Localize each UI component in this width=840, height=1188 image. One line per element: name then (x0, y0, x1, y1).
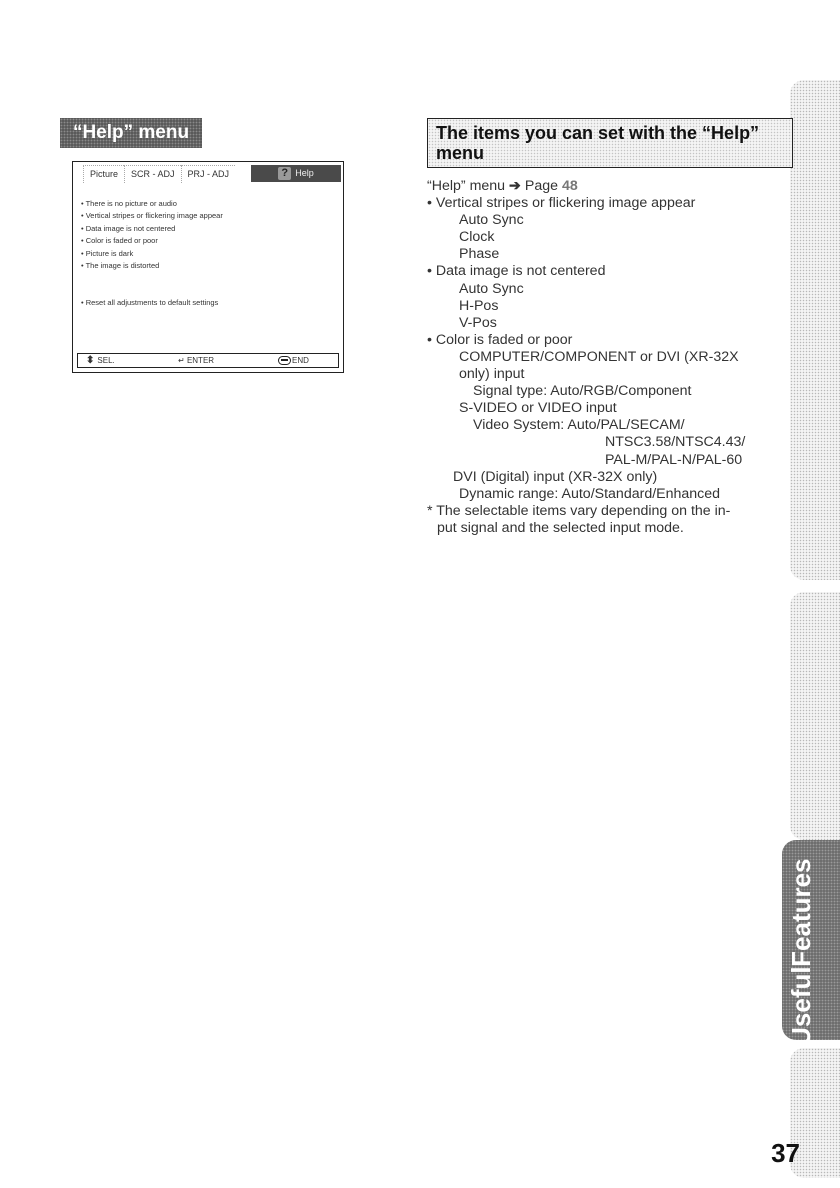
list-item: only) input (459, 366, 525, 383)
enter-guide (178, 354, 214, 367)
right-arrow-icon: ➔ (509, 178, 521, 194)
list-item: PAL-M/PAL-N/PAL-60 (605, 451, 743, 468)
settable-items-heading-line-2: menu (436, 143, 485, 163)
osd-tab-help-label: Help (295, 168, 314, 178)
help-menu-screen (72, 161, 344, 373)
list-item: Dynamic range: Auto/Standard/Enhanced (459, 485, 721, 502)
osd-tab-bar (73, 162, 343, 183)
footnote: * The selectable items vary depending on the in- (427, 502, 731, 519)
page-number: 37 (771, 1138, 800, 1168)
list-item: Auto Sync (459, 212, 524, 229)
page-reference-word: Page (524, 178, 558, 194)
list-item: H-Pos (459, 297, 499, 314)
osd-tab-prj-adj[interactable]: PRJ - ADJ (181, 165, 236, 183)
osd-help-item[interactable]: • Color is faded or poor (81, 236, 158, 246)
osd-help-items (73, 198, 223, 272)
end-button-icon (278, 356, 291, 365)
settable-items-heading (427, 118, 793, 168)
end-guide (278, 354, 309, 367)
settable-items-heading-line-1: The items you can set with the “Help” (436, 123, 760, 143)
osd-tab-picture[interactable]: Picture (83, 165, 124, 183)
list-item: S-VIDEO or VIDEO input (459, 400, 617, 417)
osd-help-item[interactable]: • Picture is dark (81, 248, 134, 258)
osd-help-item[interactable]: • There is no picture or audio (81, 199, 177, 208)
enter-arrow-icon: ↵ (178, 356, 185, 365)
section-tab-label (788, 858, 814, 1046)
edge-tab-decoration (790, 80, 840, 580)
footnote: put signal and the selected input mode. (437, 519, 684, 536)
up-down-arrow-icon: ⬍ (86, 355, 95, 366)
list-item: Clock (459, 229, 495, 246)
list-item: Phase (459, 246, 500, 263)
list-item: Signal type: Auto/RGB/Component (473, 383, 692, 400)
page-reference-label: “Help” menu (427, 178, 506, 194)
sel-label: SEL. (97, 356, 115, 365)
enter-label: ENTER (186, 356, 215, 365)
sel-guide (86, 354, 115, 367)
list-item: COMPUTER/COMPONENT or DVI (XR-32X (459, 348, 739, 365)
list-item: • Color is faded or poor (427, 331, 573, 348)
help-menu-heading: “Help” menu (60, 118, 202, 148)
help-icon: ? (278, 167, 291, 180)
list-item: NTSC3.58/NTSC4.43/ (605, 434, 746, 451)
settable-items-list (427, 178, 797, 537)
osd-tab-scr-adj[interactable]: SCR - ADJ (124, 165, 181, 183)
list-item: DVI (Digital) input (XR-32X only) (453, 468, 658, 485)
list-item: V-Pos (459, 314, 497, 331)
osd-help-item[interactable]: • The image is distorted (81, 261, 160, 271)
list-item: Video System: Auto/PAL/SECAM/ (473, 417, 685, 434)
page-reference (427, 178, 797, 195)
osd-tab-help[interactable] (251, 165, 341, 182)
edge-tab-decoration (790, 592, 840, 840)
section-tab-line-2: Features (786, 858, 816, 967)
section-tab-line-1: Useful (786, 966, 816, 1046)
osd-reset-item[interactable]: • Reset all adjustments to default settings (81, 298, 219, 307)
list-item: • Data image is not centered (427, 263, 606, 280)
osd-guide-bar (77, 353, 339, 368)
end-label: END (292, 356, 309, 365)
section-tab-useful-features (782, 840, 840, 1046)
osd-help-item[interactable]: • Vertical stripes or flickering image appear (81, 211, 223, 221)
page-reference-link[interactable]: 48 (561, 178, 578, 194)
list-item: • Vertical stripes or flickering image appear (427, 195, 696, 212)
list-item: Auto Sync (459, 280, 524, 297)
osd-help-item[interactable]: • Data image is not centered (81, 223, 176, 233)
